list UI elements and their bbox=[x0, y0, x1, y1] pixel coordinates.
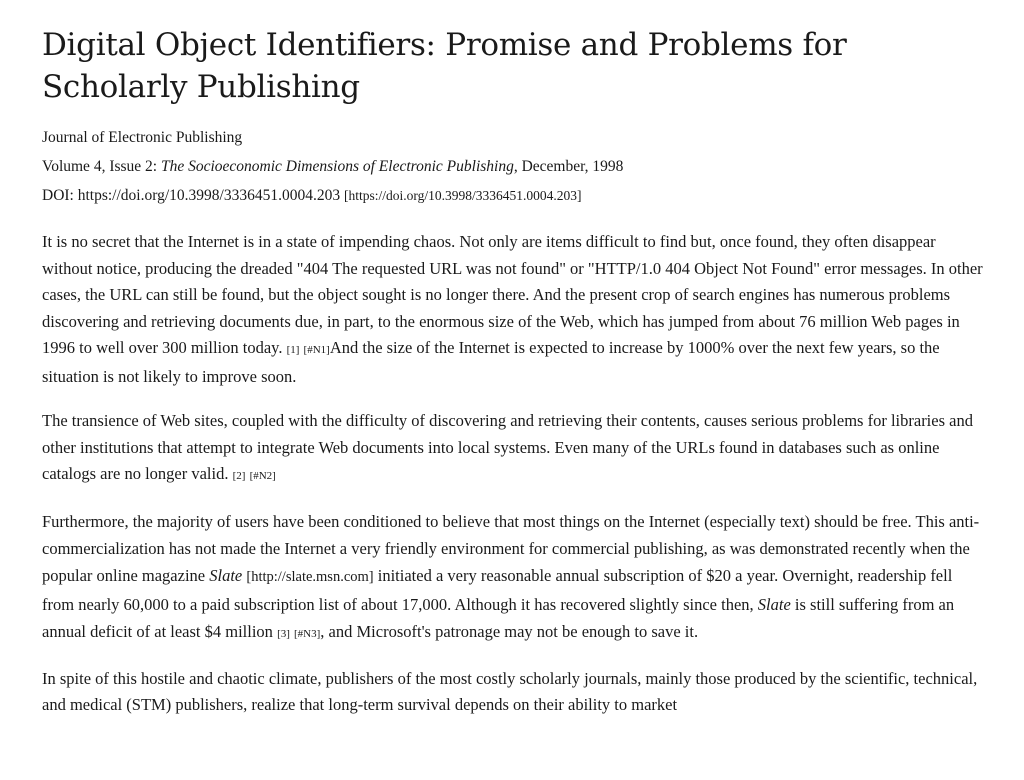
doi-line bbox=[42, 181, 987, 210]
doi-bracket-link[interactable]: [https://doi.org/10.3998/3336451.0004.203] bbox=[343, 188, 582, 203]
paragraph-2-text: The transience of Web sites, coupled with the difficulty of discovering and retrieving their contents, causes serious problems for libraries and other institutions that attempt to integrate Web documents into local systems. Even many of the URLs found in databases such as online catalogs are no longer valid. bbox=[42, 411, 973, 483]
article-title: Digital Object Identifiers: Promise and Problems for Scholarly Publishing bbox=[42, 27, 847, 105]
slate-title-1: Slate bbox=[209, 565, 243, 585]
footnote-2-ref[interactable]: [2] bbox=[232, 470, 246, 482]
slate-url-link[interactable]: [http://slate.msn.com] bbox=[246, 568, 374, 585]
article-body bbox=[42, 229, 987, 719]
issue-info bbox=[42, 152, 987, 181]
paragraph-3-text-cont2: is still suffering from an annual deficit of at least $4 million bbox=[42, 594, 955, 641]
journal-name: Journal of Electronic Publishing bbox=[42, 129, 243, 146]
article-page bbox=[42, 0, 987, 737]
paragraph-1-text-cont: And the size of the Internet is expected to increase by 1000% over the next few years, so the situation is not likely to improve soon. bbox=[42, 338, 940, 386]
doi-text-link[interactable]: https://doi.org/10.3998/3336451.0004.203 bbox=[77, 187, 341, 204]
volume-issue: Volume 4, Issue 2: bbox=[42, 158, 158, 175]
paragraph-3-text-end: , and Microsoft's patronage may not be enough to save it. bbox=[320, 621, 699, 641]
paragraph-1 bbox=[42, 229, 987, 390]
paragraph-3-text: Furthermore, the majority of users have been conditioned to believe that most things on the Internet (especially text) should be free. This anti-commercialization has not made the Internet a very friendly environment for commercial publishing, as was demonstrated recently when the popular online magazine bbox=[42, 511, 980, 585]
doi-label: DOI: bbox=[42, 187, 78, 204]
footnote-1-ref[interactable]: [1] bbox=[286, 344, 300, 356]
paragraph-3-text-cont: initiated a very reasonable annual subscription of $20 a year. Overnight, readership fell from nearly 60,000 to a paid subscription list of about 17,000. Although it has recovered slightly since then, bbox=[42, 565, 953, 614]
footnote-1-anchor[interactable]: [#N1] bbox=[303, 344, 330, 356]
paragraph-2 bbox=[42, 408, 987, 490]
footnote-2-anchor[interactable]: [#N2] bbox=[249, 470, 276, 482]
issue-date: , December, 1998 bbox=[513, 158, 624, 175]
paragraph-4 bbox=[42, 666, 987, 719]
paragraph-1-text: It is no secret that the Internet is in a state of impending chaos. Not only are items difficult to find but, once found, they often disappear without notice, producing the dreaded "404 The requested URL was not found" or "HTTP/1.0 404 Object Not Found" error messages. In other cases, the URL can still be found, but the object sought is no longer there. And the present crop of search engines has numerous problems discovering and retrieving documents due, in part, to the enormous size of the Web, which has jumped from about 76 million Web pages in 1996 to well over 300 million today. bbox=[42, 232, 983, 357]
issue-title: The Socioeconomic Dimensions of Electronic Publishing bbox=[160, 158, 514, 175]
footnote-3-anchor[interactable]: [#N3] bbox=[294, 627, 321, 640]
paragraph-3 bbox=[42, 508, 987, 648]
paragraph-4-text: In spite of this hostile and chaotic climate, publishers of the most costly scholarly journals, mainly those produced by the scientific, technical, and medical (STM) publishers, realize that long-term survival depends on their ability to market bbox=[42, 668, 978, 714]
slate-title-2: Slate bbox=[757, 594, 791, 614]
footnote-3-ref[interactable]: [3] bbox=[277, 627, 290, 640]
